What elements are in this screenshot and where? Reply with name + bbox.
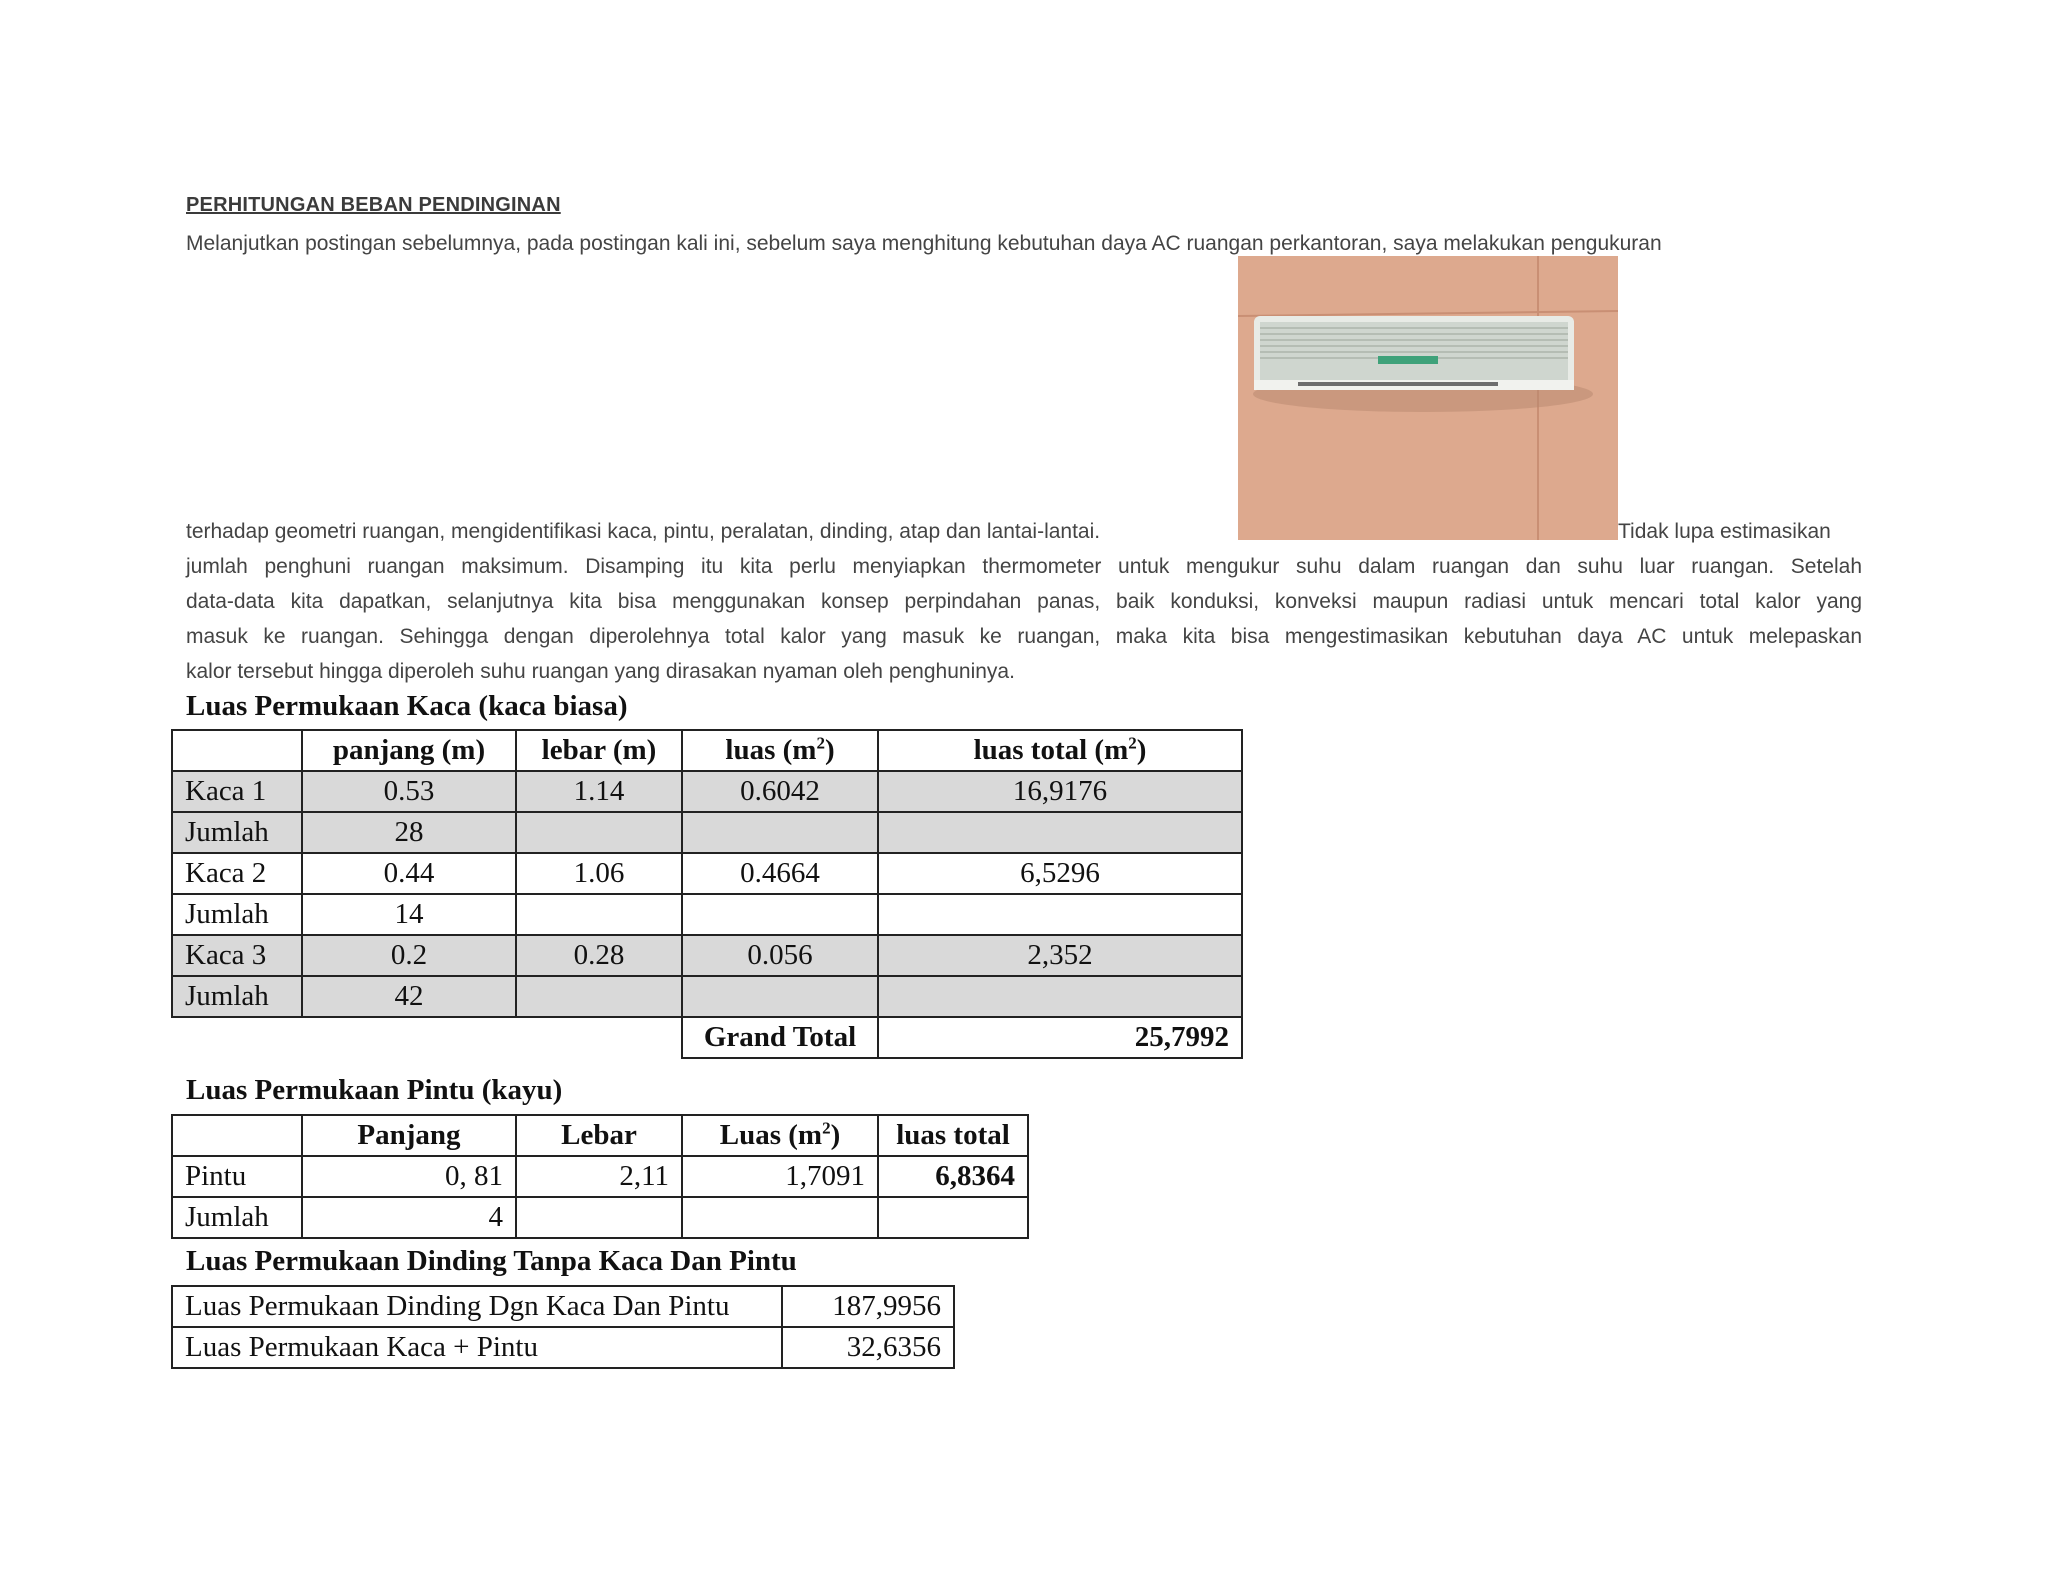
kaca-table [171,729,1243,1059]
row-value: 187,9956 [782,1286,954,1327]
cell-luas [682,976,878,1017]
page-heading: PERHITUNGAN BEBAN PENDINGINAN [186,194,561,216]
intro-line-3: jumlah penghuni ruangan maksimum. Disamping itu kita perlu menyiapkan thermometer untuk mengukur suhu dalam ruangan dan suhu luar ruangan. Setelah [186,555,1862,578]
table-row [172,1197,1028,1238]
table-row [172,1327,954,1368]
cell-lebar: 0.28 [516,935,682,976]
grand-total-label: Grand Total [682,1017,878,1058]
cell-luas [682,894,878,935]
cell-total: 2,352 [878,935,1242,976]
blank-cell [172,1017,302,1058]
row-label: Jumlah [172,1197,302,1238]
cell-lebar: 1.14 [516,771,682,812]
cell-luas [682,812,878,853]
cell-lebar: 2,11 [516,1156,682,1197]
cell-panjang: 4 [302,1197,516,1238]
intro-line-1: Melanjutkan postingan sebelumnya, pada postingan kali ini, sebelum saya menghitung kebutuhan daya AC ruangan perkantoran, saya melakukan pengukuran [186,232,1662,255]
row-label: Pintu [172,1156,302,1197]
cell-lebar: 1.06 [516,853,682,894]
table-row [172,1286,954,1327]
pintu-header-row [172,1115,1028,1156]
cell-luas [682,1197,878,1238]
row-label: Jumlah [172,894,302,935]
intro-line-6: kalor tersebut hingga diperoleh suhu ruangan yang dirasakan nyaman oleh penghuninya. [186,660,1015,683]
cell-panjang: 28 [302,812,516,853]
dinding-table [171,1285,955,1369]
cell-luas: 0.6042 [682,771,878,812]
row-label: Jumlah [172,976,302,1017]
cell-luas: 1,7091 [682,1156,878,1197]
cell-panjang: 42 [302,976,516,1017]
blank-cell [516,1017,682,1058]
cell-total: 6,5296 [878,853,1242,894]
row-label: Jumlah [172,812,302,853]
kaca-section-title: Luas Permukaan Kaca (kaca biasa) [186,690,628,722]
header-luas-total: luas total [878,1115,1028,1156]
table-row [172,1156,1028,1197]
pintu-table [171,1114,1029,1239]
header-lebar: Lebar [516,1115,682,1156]
table-row [172,771,1242,812]
table-row [172,894,1242,935]
cell-luas: 0.056 [682,935,878,976]
kaca-header-row [172,730,1242,771]
air-conditioner-photo [1238,256,1618,540]
intro-line-2-right: Tidak lupa estimasikan [1618,520,1831,543]
row-label: Kaca 2 [172,853,302,894]
row-value: 32,6356 [782,1327,954,1368]
table-row [172,935,1242,976]
table-row [172,812,1242,853]
row-label: Kaca 3 [172,935,302,976]
cell-total: 16,9176 [878,771,1242,812]
table-row [172,853,1242,894]
row-label: Luas Permukaan Kaca + Pintu [172,1327,782,1368]
cell-panjang: 14 [302,894,516,935]
cell-lebar [516,894,682,935]
intro-line-5: masuk ke ruangan. Sehingga dengan diperolehnya total kalor yang masuk ke ruangan, maka kita bisa mengestimasikan kebutuhan daya AC untuk melepaskan [186,625,1862,648]
row-label: Luas Permukaan Dinding Dgn Kaca Dan Pintu [172,1286,782,1327]
header-empty-cell [172,730,302,771]
header-luas: Luas $(m^2)$ [682,1115,878,1156]
blank-cell [302,1017,516,1058]
cell-lebar [516,812,682,853]
cell-lebar [516,1197,682,1238]
cell-total: 6,8364 [878,1156,1028,1197]
header-panjang: Panjang [302,1115,516,1156]
grand-total-row [172,1017,1242,1058]
intro-line-4: data-data kita dapatkan, selanjutnya kita bisa menggunakan konsep perpindahan panas, baik konduksi, konveksi maupun radiasi untuk mencari total kalor yang [186,590,1862,613]
cell-luas: 0.4664 [682,853,878,894]
header-luas-total: luas total $(m^2)$ [878,730,1242,771]
cell-total [878,894,1242,935]
cell-total [878,812,1242,853]
header-luas: luas $(m^2)$ [682,730,878,771]
cell-panjang: 0.44 [302,853,516,894]
cell-panjang: 0.53 [302,771,516,812]
table-row [172,976,1242,1017]
pintu-section-title: Luas Permukaan Pintu (kayu) [186,1074,563,1106]
cell-panjang: 0.2 [302,935,516,976]
grand-total-value: 25,7992 [878,1017,1242,1058]
cell-lebar [516,976,682,1017]
header-empty-cell [172,1115,302,1156]
cell-total [878,976,1242,1017]
dinding-section-title: Luas Permukaan Dinding Tanpa Kaca Dan Pintu [186,1245,797,1277]
row-label: Kaca 1 [172,771,302,812]
cell-total [878,1197,1028,1238]
header-panjang: panjang (m) [302,730,516,771]
intro-line-2-left: terhadap geometri ruangan, mengidentifikasi kaca, pintu, peralatan, dinding, atap dan lantai-lantai. [186,520,1101,543]
cell-panjang: 0, 81 [302,1156,516,1197]
header-lebar: lebar (m) [516,730,682,771]
